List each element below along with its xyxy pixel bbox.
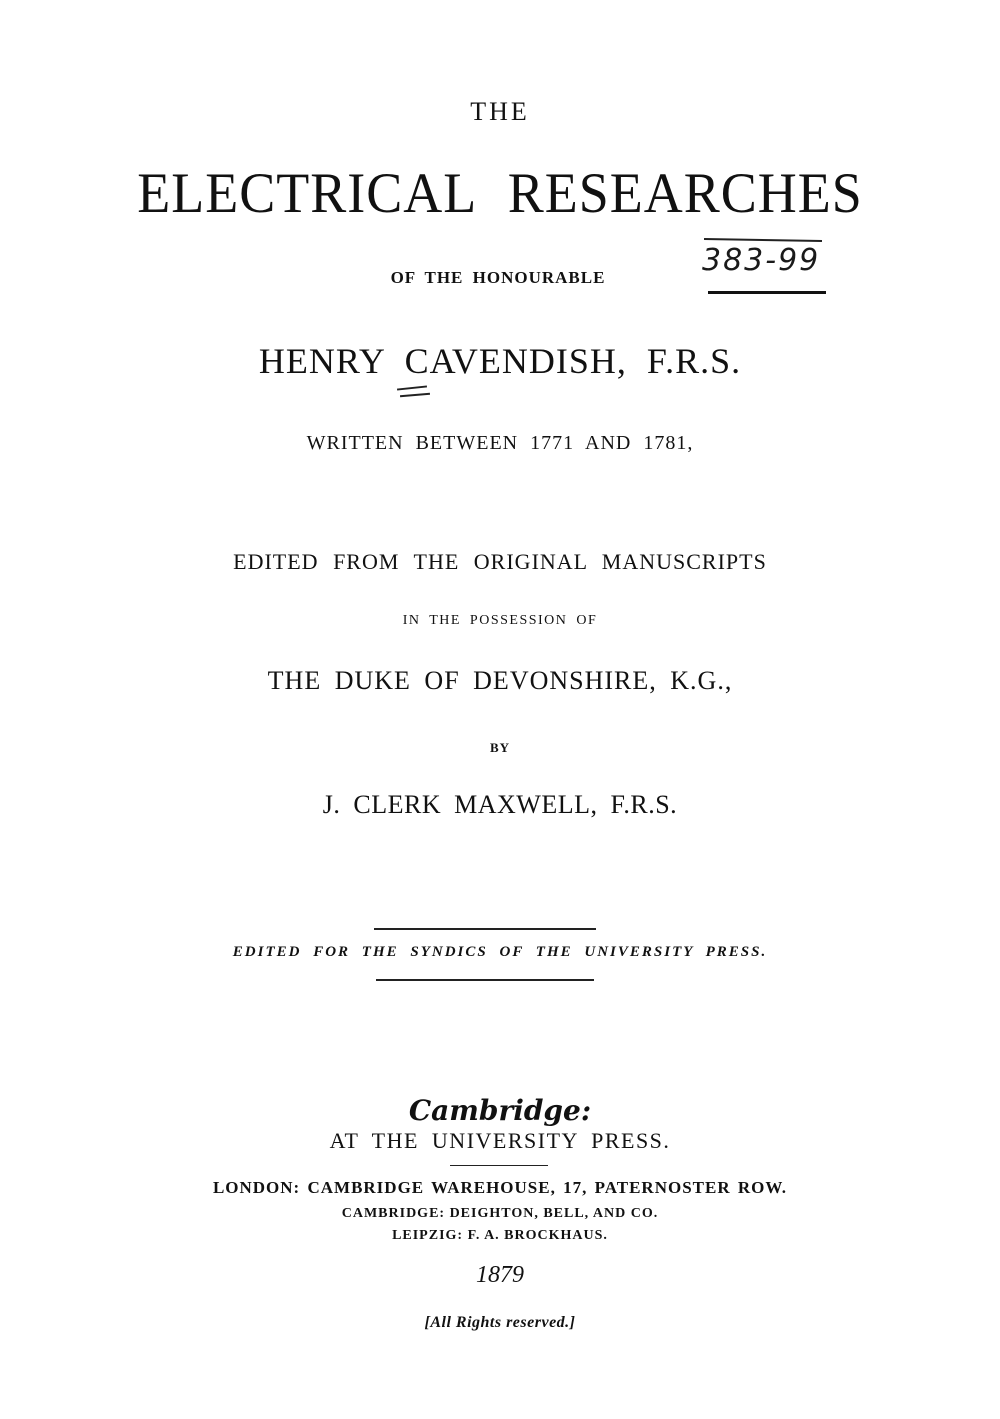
divider-rule-bottom	[376, 979, 594, 981]
title-article: THE	[470, 97, 530, 126]
shelfmark-text: 383-99	[702, 243, 821, 278]
rights-notice: [All Rights reserved.]	[424, 1314, 576, 1331]
written-dates: WRITTEN BETWEEN 1771 AND 1781,	[306, 432, 694, 454]
handwritten-double-underline	[397, 385, 431, 401]
edited-from-line: EDITED FROM THE ORIGINAL MANUSCRIPTS	[233, 549, 767, 574]
divider-rule-top	[374, 928, 596, 930]
imprint-rule	[450, 1165, 548, 1166]
imprint-london: LONDON: CAMBRIDGE WAREHOUSE, 17, PATERNOSTER ROW.	[212, 1178, 788, 1197]
book-title: ELECTRICAL RESEARCHES	[137, 161, 863, 225]
of-the-honourable-line: OF THE HONOURABLE	[390, 268, 606, 287]
by-line: BY	[489, 740, 511, 755]
imprint-place: Cambridge:	[408, 1094, 592, 1127]
imprint-cambridge: CAMBRIDGE: DEIGHTON, BELL, AND CO.	[341, 1206, 659, 1221]
imprint-leipzig: LEIPZIG: F. A. BROCKHAUS.	[392, 1228, 608, 1243]
handwritten-shelfmark	[690, 233, 840, 301]
syndics-line: EDITED FOR THE SYNDICS OF THE UNIVERSITY PRESS.	[232, 944, 768, 960]
author-name: HENRY CAVENDISH, F.R.S.	[258, 341, 742, 381]
shelfmark-underline	[708, 291, 826, 294]
shelfmark-overline	[704, 238, 822, 242]
owner-name: THE DUKE OF DEVONSHIRE, K.G.,	[267, 666, 733, 695]
imprint-press: AT THE UNIVERSITY PRESS.	[329, 1128, 671, 1153]
publication-year: 1879	[476, 1262, 524, 1288]
editor-name: J. CLERK MAXWELL, F.R.S.	[322, 790, 678, 819]
possession-line: IN THE POSSESSION OF	[402, 613, 598, 628]
